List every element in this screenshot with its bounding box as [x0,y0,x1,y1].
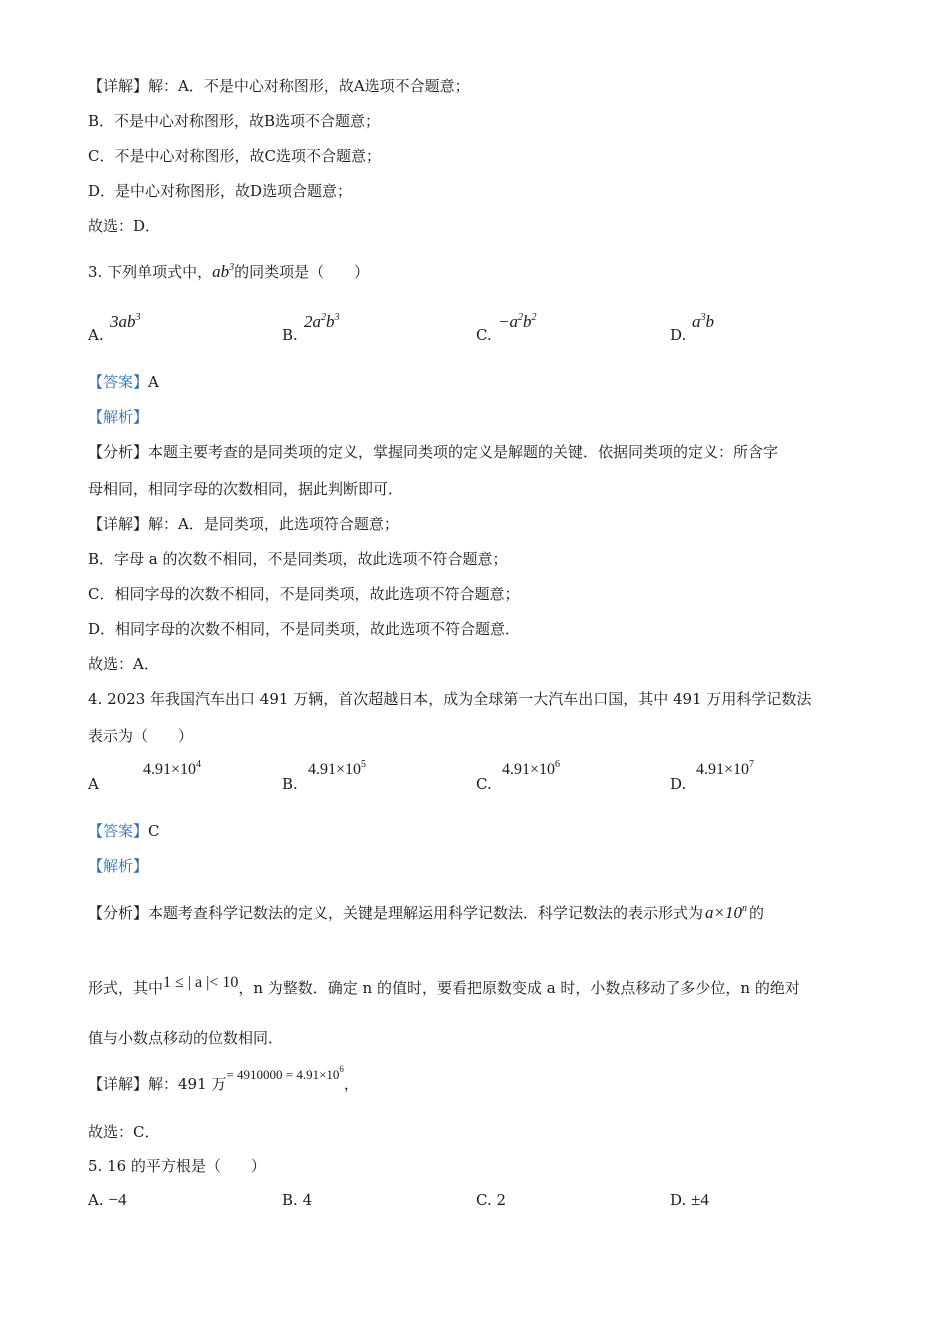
q4-choice: 故选：C． [88,1123,160,1141]
q4-option-d-label: D. [670,775,687,793]
q4-fenxi-label: 【分析】 [88,904,149,922]
q2-detail-label: 【详解】 [88,77,149,95]
q3-option-c-label: C. [476,326,492,344]
q3-detail-label: 【详解】 [88,515,149,533]
q3-answer-label: 【答案】 [88,373,149,391]
q4-detail-line: 【详解】解：491 万= $4910000 = 4.91\times 10^6$， [88,1064,359,1093]
q3-option-c-expr: $-a^2b^2$ [498,312,537,331]
q4-fenxi-line2: 形式，其中1 ≤ | a |< 10，n 为整数．确定 n 的值时，要看把原数变成 a 时，小数点移动了多少位，n 的绝对 [88,974,800,997]
q5-option-d-label: D. [670,1191,687,1209]
q2-choice: 故选：D． [88,217,161,235]
q4-fenxi-math: $a\times 10^n$ [705,903,748,922]
q3-stem-suffix: 的同类项是（ ） [234,263,370,281]
q4-answer [88,821,160,841]
q4-option-a-expr: $4.91\times 10^4$ [143,759,202,778]
q5-option-c-value: 2 [496,1191,507,1209]
q3-option-b-label: B. [282,326,298,344]
q2-line-d: D．是中心对称图形，故D选项合题意； [88,182,353,200]
q4-stem-line2: 表示为（ ） [88,727,194,745]
q4-stem-line1: 4. 2023 年我国汽车出口 491 万辆，首次超越日本，成为全球第一大汽车出口国，其中 491 万用科学记数法 [88,690,812,708]
q5-option-b [282,1190,312,1210]
q3-stem-math: $ab^3$ [212,262,235,281]
q3-detail-line: 【详解】解：A．是同类项，此选项符合题意； [88,515,399,533]
q3-line-d: D．相同字母的次数不相同，不是同类项，故此选项不符合题意． [88,620,521,638]
q3-line-b: B．字母 a 的次数不相同，不是同类项，故此选项不符合题意； [88,550,508,568]
q3-option-d-expr: $a^3b$ [692,312,714,331]
q5-option-a-label: A. [88,1191,104,1209]
q3-analysis-label: 【解析】 [88,408,149,426]
q5-option-b-value: 4 [302,1191,313,1209]
q4-answer-value: C [148,822,160,840]
q4-option-c-label: C. [476,775,492,793]
q5-option-d [670,1190,709,1210]
q5-stem: 5. 16 的平方根是（ ） [88,1157,266,1175]
q4-option-b-expr: $4.91\times 10^5$ [308,759,367,778]
q4-fenxi-inequality: 1 ≤ | a |< 10 [163,974,239,991]
q3-stem-prefix: 3. 下列单项式中， [88,263,213,281]
q3-option-a-label: A. [88,326,104,344]
q5-option-c [476,1190,506,1210]
q3-option-b-expr: $2a^2b^3$ [304,312,340,331]
q3-fenxi-line2: 母相同，相同字母的次数相同，据此判断即可． [88,480,404,498]
q4-option-a-label: A [88,775,99,793]
q4-option-d-expr: $4.91\times 10^7$ [696,759,755,778]
q3-fenxi-label: 【分析】 [88,443,149,461]
q5-option-c-label: C. [476,1191,492,1209]
q2-line-c: C．不是中心对称图形，故C选项不合题意； [88,147,381,165]
q2-detail-text: 解：A．不是中心对称图形，故A选项不合题意； [148,77,470,95]
q4-fenxi-line1: 【分析】本题考查科学记数法的定义，关键是理解运用科学记数法．科学记数法的表示形式为 $a\times 10^n$ 的 [88,903,765,922]
q2-line-b: B．不是中心对称图形，故B选项不合题意； [88,112,381,130]
q5-option-a-value: −4 [108,1190,127,1209]
q3-answer [88,372,159,392]
q4-option-c-expr: $4.91\times 10^6$ [502,759,561,778]
q4-detail-math: = $4910000 = 4.91\times 10^6$ [226,1064,344,1082]
q3-line-c: C．相同字母的次数不相同，不是同类项，故此选项不符合题意； [88,585,520,603]
q4-fenxi-line3: 值与小数点移动的位数相同． [88,1029,284,1047]
q3-stem [88,262,369,285]
q3-option-a-expr: $3ab^3$ [110,312,141,331]
q3-option-d-label: D. [670,326,687,344]
q5-option-b-label: B. [282,1191,298,1209]
q4-detail-label: 【详解】 [88,1075,149,1093]
q4-option-b-label: B. [282,775,298,793]
q4-analysis-label: 【解析】 [88,857,149,875]
q2-detail-line [88,76,470,96]
q3-fenxi-line1: 【分析】本题主要考查的是同类项的定义，掌握同类项的定义是解题的关键．依据同类项的定义：所含字 [88,443,779,461]
q4-answer-label: 【答案】 [88,822,149,840]
q5-option-d-value: ±4 [691,1190,709,1209]
q3-answer-value: A [148,373,159,391]
q3-choice: 故选：A． [88,655,159,673]
q5-option-a [88,1190,126,1210]
